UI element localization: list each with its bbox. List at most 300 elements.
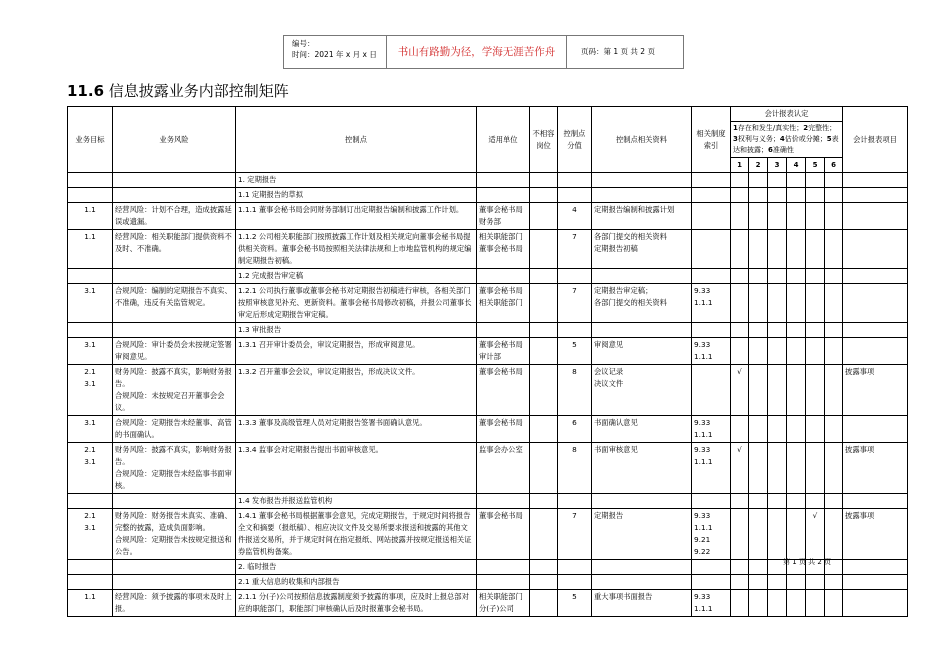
cell-goal-line: 2.1 bbox=[84, 445, 96, 454]
cell-docs bbox=[592, 284, 692, 323]
section-row bbox=[68, 173, 908, 188]
cell-control: 1.3.1 召开审计委员会，审议定期报告，形成审阅意见。 bbox=[236, 338, 477, 365]
cell-docs bbox=[592, 230, 692, 269]
cell-goal: 1.1 bbox=[68, 590, 113, 617]
cell-unit-line: 相关职能部门 bbox=[479, 298, 523, 307]
header-time: 时间：2021 年 x 月 x 日 bbox=[292, 50, 377, 59]
cell-control: 1.3.3 董事及高级管理人员对定期报告签署书面确认意见。 bbox=[236, 416, 477, 443]
col-score-line: 分值 bbox=[567, 140, 582, 150]
empty-cell bbox=[825, 173, 843, 188]
cell-index-line: 1.1.1 bbox=[694, 430, 713, 439]
cell-assertion-mark bbox=[825, 203, 843, 230]
cell-risk-line: 财务风险：披露不真实，影响财务报告。 bbox=[115, 445, 232, 466]
cell-risk bbox=[113, 365, 236, 416]
cell-index-line: 9.33 bbox=[694, 445, 711, 454]
empty-cell bbox=[558, 494, 592, 509]
cell-control: 1.2.1 公司执行董事或董事会秘书对定期报告初稿进行审核，各相关部门按照审核意见补充、更新资料。董事会秘书局修改初稿，并报公司董事长审定后形成定期报告审定稿。 bbox=[236, 284, 477, 323]
cell-incompat bbox=[530, 590, 558, 617]
assertion-number: 6 bbox=[768, 146, 773, 154]
cell-assertion-mark bbox=[749, 284, 768, 323]
cell-index-line: 9.21 bbox=[694, 535, 711, 544]
cell-unit: 相关职能部门分(子)公司 bbox=[477, 590, 530, 617]
cell-assertion-mark bbox=[825, 365, 843, 416]
table-row bbox=[68, 443, 908, 494]
cell-assertion-mark bbox=[768, 203, 787, 230]
cell-unit: 董事会秘书局 bbox=[477, 365, 530, 416]
cell-assertion-mark bbox=[768, 590, 787, 617]
cell-report-item bbox=[843, 230, 908, 269]
col-risk: 业务风险 bbox=[113, 107, 236, 173]
empty-cell bbox=[113, 494, 236, 509]
assertion-col-number: 6 bbox=[825, 158, 843, 173]
assertion-legend bbox=[731, 122, 843, 158]
empty-cell bbox=[731, 188, 749, 203]
cell-index bbox=[692, 590, 731, 617]
assertion-label: 完整性； bbox=[808, 124, 837, 132]
cell-assertion-mark bbox=[806, 443, 825, 494]
cell-report-item: 披露事项 bbox=[843, 443, 908, 494]
cell-assertion-mark bbox=[731, 284, 749, 323]
cell-index bbox=[692, 338, 731, 365]
cell-unit: 董事会秘书局 bbox=[477, 509, 530, 560]
cell-assertion-mark bbox=[749, 203, 768, 230]
empty-cell bbox=[68, 494, 113, 509]
cell-goal-line: 3.1 bbox=[84, 457, 96, 466]
cell-assertion-mark bbox=[749, 443, 768, 494]
cell-risk: 合规风险：编制的定期报告不真实、不准确，违反有关监管规定。 bbox=[113, 284, 236, 323]
cell-assertion-mark bbox=[825, 338, 843, 365]
cell-docs: 书面确认意见 bbox=[592, 416, 692, 443]
empty-cell bbox=[68, 560, 113, 575]
table-row bbox=[68, 284, 908, 323]
header-page: 页码：第 1 页 共 2 页 bbox=[581, 47, 655, 56]
empty-cell bbox=[477, 269, 530, 284]
cell-index-line: 9.33 bbox=[694, 418, 711, 427]
section-title: 1.2 完成报告审定稿 bbox=[236, 269, 477, 284]
empty-cell bbox=[843, 269, 908, 284]
empty-cell bbox=[787, 269, 806, 284]
cell-incompat bbox=[530, 203, 558, 230]
cell-incompat bbox=[530, 509, 558, 560]
empty-cell bbox=[477, 575, 530, 590]
cell-score: 7 bbox=[558, 230, 592, 269]
assertion-number: 2 bbox=[803, 124, 809, 132]
empty-cell bbox=[477, 173, 530, 188]
control-matrix-table bbox=[67, 106, 908, 617]
section-title: 1.1 定期报告的草拟 bbox=[236, 188, 477, 203]
cell-risk bbox=[113, 443, 236, 494]
cell-assertion-mark bbox=[731, 203, 749, 230]
cell-assertion-mark bbox=[768, 365, 787, 416]
empty-cell bbox=[530, 323, 558, 338]
empty-cell bbox=[768, 323, 787, 338]
cell-assertion-mark bbox=[749, 416, 768, 443]
empty-cell bbox=[68, 188, 113, 203]
col-index-line: 相关制度 bbox=[696, 128, 726, 138]
cell-goal: 1.1 bbox=[68, 230, 113, 269]
empty-cell bbox=[843, 323, 908, 338]
cell-assertion-mark bbox=[806, 203, 825, 230]
title-text: 信息披露业务内部控制矩阵 bbox=[108, 82, 289, 100]
cell-report-item: 披露事项 bbox=[843, 509, 908, 560]
empty-cell bbox=[768, 494, 787, 509]
assertion-number: 3 bbox=[733, 135, 738, 143]
cell-control: 1.3.2 召开董事会会议，审议定期报告，形成决议文件。 bbox=[236, 365, 477, 416]
empty-cell bbox=[749, 560, 768, 575]
cell-incompat bbox=[530, 230, 558, 269]
cell-score: 7 bbox=[558, 284, 592, 323]
cell-assertion-mark bbox=[825, 284, 843, 323]
cell-index bbox=[692, 203, 731, 230]
cell-assertion-mark bbox=[806, 590, 825, 617]
empty-cell bbox=[558, 173, 592, 188]
cell-assertion-mark bbox=[806, 338, 825, 365]
cell-assertion-mark: √ bbox=[731, 443, 749, 494]
section-title: 2.1 重大信息的收集和内部报告 bbox=[236, 575, 477, 590]
assertion-col-number: 1 bbox=[731, 158, 749, 173]
empty-cell bbox=[731, 173, 749, 188]
table-row bbox=[68, 365, 908, 416]
empty-cell bbox=[692, 575, 731, 590]
empty-cell bbox=[787, 188, 806, 203]
empty-cell bbox=[825, 323, 843, 338]
cell-risk: 合规风险：定期报告未经董事、高管的书面确认。 bbox=[113, 416, 236, 443]
empty-cell bbox=[731, 575, 749, 590]
cell-control: 1.1.2 公司相关职能部门按照披露工作计划及相关规定向董事会秘书局提供相关资料。董事会秘书局按照相关法律法规和上市地监管机构的规定编制定期报告初稿。 bbox=[236, 230, 477, 269]
col-goal: 业务目标 bbox=[68, 107, 113, 173]
cell-docs-line: 定期报告审定稿； bbox=[594, 286, 653, 295]
empty-cell bbox=[530, 560, 558, 575]
section-row bbox=[68, 269, 908, 284]
title-number: 11.6 bbox=[67, 82, 105, 100]
assertion-label: 准确性 bbox=[772, 146, 794, 154]
cell-docs bbox=[592, 365, 692, 416]
empty-cell bbox=[843, 575, 908, 590]
empty-cell bbox=[731, 269, 749, 284]
cell-assertion-mark bbox=[768, 416, 787, 443]
cell-assertion-mark bbox=[749, 590, 768, 617]
cell-assertion-mark bbox=[806, 284, 825, 323]
empty-cell bbox=[592, 173, 692, 188]
cell-assertion-mark bbox=[825, 230, 843, 269]
col-score bbox=[558, 107, 592, 173]
section-row bbox=[68, 323, 908, 338]
cell-docs-line: 定期报告初稿 bbox=[594, 244, 638, 253]
cell-assertion-mark bbox=[768, 338, 787, 365]
cell-control: 1.4.1 董事会秘书局根据董事会意见，完成定期报告，于规定时间将报告全文和摘要（报纸稿）、相应决议文件及交易所要求报送和披露的其他文件报送交易所，并于规定时间在指定报纸、网站披露并按规定报送相关证券监管机构备案。 bbox=[236, 509, 477, 560]
empty-cell bbox=[592, 269, 692, 284]
empty-cell bbox=[592, 494, 692, 509]
empty-cell bbox=[558, 188, 592, 203]
cell-score: 8 bbox=[558, 365, 592, 416]
cell-goal bbox=[68, 443, 113, 494]
cell-score: 4 bbox=[558, 203, 592, 230]
cell-index-line: 1.1.1 bbox=[694, 457, 713, 466]
cell-assertion-mark bbox=[787, 416, 806, 443]
assertion-number: 4 bbox=[779, 135, 785, 143]
cell-goal: 3.1 bbox=[68, 416, 113, 443]
cell-report-item bbox=[843, 203, 908, 230]
cell-assertion-mark bbox=[806, 230, 825, 269]
cell-assertion-mark bbox=[787, 284, 806, 323]
col-report-items: 会计报表项目 bbox=[843, 107, 908, 173]
col-incompat bbox=[530, 107, 558, 173]
assertion-col-number: 2 bbox=[749, 158, 768, 173]
table-row bbox=[68, 338, 908, 365]
empty-cell bbox=[843, 188, 908, 203]
cell-index bbox=[692, 230, 731, 269]
cell-assertion-mark bbox=[768, 284, 787, 323]
empty-cell bbox=[530, 575, 558, 590]
cell-unit: 董事会秘书局审计部 bbox=[477, 338, 530, 365]
cell-assertion-mark bbox=[749, 338, 768, 365]
empty-cell bbox=[477, 494, 530, 509]
cell-docs: 重大事项书面报告 bbox=[592, 590, 692, 617]
empty-cell bbox=[843, 560, 908, 575]
empty-cell bbox=[558, 560, 592, 575]
empty-cell bbox=[843, 173, 908, 188]
assertion-label: 表达和披露； bbox=[733, 135, 839, 154]
col-docs: 控制点相关资料 bbox=[592, 107, 692, 173]
cell-assertion-mark bbox=[768, 443, 787, 494]
cell-docs-line: 会议记录 bbox=[594, 367, 624, 376]
empty-cell bbox=[825, 494, 843, 509]
section-row bbox=[68, 560, 908, 575]
cell-assertion-mark bbox=[768, 230, 787, 269]
empty-cell bbox=[530, 173, 558, 188]
cell-assertion-mark bbox=[787, 338, 806, 365]
cell-goal bbox=[68, 365, 113, 416]
table-row bbox=[68, 230, 908, 269]
empty-cell bbox=[113, 269, 236, 284]
empty-cell bbox=[477, 323, 530, 338]
empty-cell bbox=[558, 269, 592, 284]
section-title: 2. 临时报告 bbox=[236, 560, 477, 575]
cell-docs-line: 各部门提交的相关资料 bbox=[594, 232, 667, 241]
cell-goal: 1.1 bbox=[68, 203, 113, 230]
cell-assertion-mark bbox=[749, 509, 768, 560]
cell-docs: 审阅意见 bbox=[592, 338, 692, 365]
page-title bbox=[67, 80, 289, 101]
header-meta bbox=[284, 36, 387, 68]
cell-goal-line: 3.1 bbox=[84, 523, 96, 532]
cell-risk-line: 财务风险：财务报告未真实、准确、完整的披露，造成负面影响。 bbox=[115, 511, 232, 532]
empty-cell bbox=[749, 188, 768, 203]
cell-assertion-mark bbox=[749, 365, 768, 416]
cell-assertion-mark bbox=[787, 443, 806, 494]
cell-incompat bbox=[530, 416, 558, 443]
assertion-label: 估价或分摊； bbox=[784, 135, 827, 143]
page-header bbox=[283, 35, 684, 69]
cell-risk: 经营风险：相关职能部门提供资料不及时、不准确。 bbox=[113, 230, 236, 269]
empty-cell bbox=[787, 494, 806, 509]
col-incompat-line: 不相容 bbox=[532, 128, 555, 138]
empty-cell bbox=[692, 560, 731, 575]
cell-risk-line: 财务风险：披露不真实，影响财务报告。 bbox=[115, 367, 232, 388]
cell-risk: 经营风险：须予披露的事项未及时上报。 bbox=[113, 590, 236, 617]
col-control: 控制点 bbox=[236, 107, 477, 173]
cell-unit: 相关职能部门董事会秘书局 bbox=[477, 230, 530, 269]
col-index bbox=[692, 107, 731, 173]
header-motto: 书山有路勤为径，学海无涯苦作舟 bbox=[387, 36, 567, 68]
empty-cell bbox=[825, 188, 843, 203]
empty-cell bbox=[113, 173, 236, 188]
col-index-line: 索引 bbox=[703, 140, 719, 150]
empty-cell bbox=[749, 323, 768, 338]
cell-risk-line: 合规风险：定期报告未经监事书面审核。 bbox=[115, 469, 232, 490]
empty-cell bbox=[692, 173, 731, 188]
empty-cell bbox=[692, 188, 731, 203]
empty-cell bbox=[113, 188, 236, 203]
empty-cell bbox=[806, 188, 825, 203]
cell-report-item bbox=[843, 416, 908, 443]
empty-cell bbox=[530, 269, 558, 284]
assertion-number: 5 bbox=[826, 135, 832, 143]
cell-risk: 合规风险：审计委员会未按规定签署审阅意见。 bbox=[113, 338, 236, 365]
empty-cell bbox=[113, 575, 236, 590]
cell-control: 2.1.1 分(子)公司按照信息披露制度须予披露的事项，应及时上报总部对应的职能部门，职能部门审核确认后及时报董事会秘书局。 bbox=[236, 590, 477, 617]
cell-assertion-mark: √ bbox=[731, 365, 749, 416]
cell-index-line: 1.1.1 bbox=[694, 604, 713, 613]
cell-report-item bbox=[843, 338, 908, 365]
empty-cell bbox=[768, 173, 787, 188]
cell-incompat bbox=[530, 338, 558, 365]
col-unit: 适用单位 bbox=[477, 107, 530, 173]
cell-index bbox=[692, 365, 731, 416]
cell-assertion-mark bbox=[787, 365, 806, 416]
table-row bbox=[68, 416, 908, 443]
cell-index-line: 9.33 bbox=[694, 286, 711, 295]
cell-assertion-mark bbox=[768, 509, 787, 560]
cell-index-line: 9.33 bbox=[694, 511, 711, 520]
cell-index-line: 9.33 bbox=[694, 592, 711, 601]
cell-assertion-mark bbox=[731, 509, 749, 560]
empty-cell bbox=[592, 560, 692, 575]
col-score-line: 控制点 bbox=[563, 128, 586, 138]
empty-cell bbox=[825, 269, 843, 284]
section-title: 1.4 发布报告并报送监管机构 bbox=[236, 494, 477, 509]
empty-cell bbox=[592, 188, 692, 203]
cell-control: 1.1.1 董事会秘书局会同财务部制订出定期报告编制和披露工作计划。 bbox=[236, 203, 477, 230]
assertion-label: 存在和发生/真实性； bbox=[737, 124, 804, 132]
cell-assertion-mark: √ bbox=[806, 509, 825, 560]
empty-cell bbox=[113, 560, 236, 575]
cell-assertion-mark bbox=[825, 509, 843, 560]
cell-assertion-mark bbox=[787, 230, 806, 269]
assertion-col-number: 4 bbox=[787, 158, 806, 173]
empty-cell bbox=[68, 323, 113, 338]
empty-cell bbox=[592, 575, 692, 590]
empty-cell bbox=[592, 323, 692, 338]
empty-cell bbox=[787, 323, 806, 338]
cell-goal-line: 3.1 bbox=[84, 379, 96, 388]
cell-unit: 董事会秘书局 bbox=[477, 416, 530, 443]
cell-assertion-mark bbox=[787, 203, 806, 230]
cell-unit: 董事会秘书局财务部 bbox=[477, 203, 530, 230]
cell-index-line: 9.33 bbox=[694, 340, 711, 349]
page-footer: 第 1 页 共 2 页 bbox=[783, 558, 832, 566]
empty-cell bbox=[113, 323, 236, 338]
empty-cell bbox=[768, 188, 787, 203]
cell-goal bbox=[68, 509, 113, 560]
empty-cell bbox=[68, 575, 113, 590]
cell-docs-line: 各部门提交的相关资料 bbox=[594, 298, 667, 307]
empty-cell bbox=[749, 269, 768, 284]
cell-assertion-mark bbox=[825, 416, 843, 443]
cell-score: 5 bbox=[558, 590, 592, 617]
cell-score: 6 bbox=[558, 416, 592, 443]
cell-goal: 3.1 bbox=[68, 284, 113, 323]
cell-risk bbox=[113, 509, 236, 560]
empty-cell bbox=[477, 560, 530, 575]
section-title: 1. 定期报告 bbox=[236, 173, 477, 188]
cell-index bbox=[692, 443, 731, 494]
cell-index bbox=[692, 509, 731, 560]
assertion-col-number: 3 bbox=[768, 158, 787, 173]
cell-unit: 监事会办公室 bbox=[477, 443, 530, 494]
section-row bbox=[68, 494, 908, 509]
empty-cell bbox=[731, 323, 749, 338]
cell-index-line: 1.1.1 bbox=[694, 523, 713, 532]
cell-assertion-mark bbox=[825, 443, 843, 494]
cell-assertion-mark bbox=[731, 230, 749, 269]
cell-goal-line: 2.1 bbox=[84, 511, 96, 520]
col-assertion-group: 会计报表认定 bbox=[731, 107, 843, 122]
cell-assertion-mark bbox=[731, 338, 749, 365]
assertion-number: 1 bbox=[733, 124, 738, 132]
empty-cell bbox=[806, 575, 825, 590]
empty-cell bbox=[530, 494, 558, 509]
empty-cell bbox=[68, 173, 113, 188]
cell-score: 7 bbox=[558, 509, 592, 560]
assertion-col-number: 5 bbox=[806, 158, 825, 173]
cell-goal: 3.1 bbox=[68, 338, 113, 365]
cell-assertion-mark bbox=[787, 509, 806, 560]
cell-score: 5 bbox=[558, 338, 592, 365]
empty-cell bbox=[768, 269, 787, 284]
empty-cell bbox=[731, 560, 749, 575]
cell-docs: 定期报告 bbox=[592, 509, 692, 560]
col-incompat-line: 岗位 bbox=[536, 140, 551, 150]
cell-risk: 经营风险：计划不合理，造成披露延误或遗漏。 bbox=[113, 203, 236, 230]
empty-cell bbox=[692, 494, 731, 509]
empty-cell bbox=[558, 575, 592, 590]
cell-index-line: 1.1.1 bbox=[694, 352, 713, 361]
cell-risk-line: 合规风险：定期报告未按规定报送和公告。 bbox=[115, 535, 232, 556]
empty-cell bbox=[477, 188, 530, 203]
empty-cell bbox=[806, 323, 825, 338]
empty-cell bbox=[825, 575, 843, 590]
cell-goal-line: 2.1 bbox=[84, 367, 96, 376]
empty-cell bbox=[692, 323, 731, 338]
section-row bbox=[68, 575, 908, 590]
cell-score: 8 bbox=[558, 443, 592, 494]
empty-cell bbox=[768, 575, 787, 590]
empty-cell bbox=[787, 575, 806, 590]
empty-cell bbox=[749, 575, 768, 590]
empty-cell bbox=[692, 269, 731, 284]
cell-report-item bbox=[843, 284, 908, 323]
cell-risk-line: 合规风险：未按规定召开董事会会议。 bbox=[115, 391, 225, 412]
cell-report-item: 披露事项 bbox=[843, 365, 908, 416]
empty-cell bbox=[68, 269, 113, 284]
cell-incompat bbox=[530, 284, 558, 323]
table-row bbox=[68, 590, 908, 617]
empty-cell bbox=[558, 323, 592, 338]
cell-assertion-mark bbox=[825, 590, 843, 617]
empty-cell bbox=[806, 494, 825, 509]
assertion-label: 权利与义务； bbox=[737, 135, 780, 143]
